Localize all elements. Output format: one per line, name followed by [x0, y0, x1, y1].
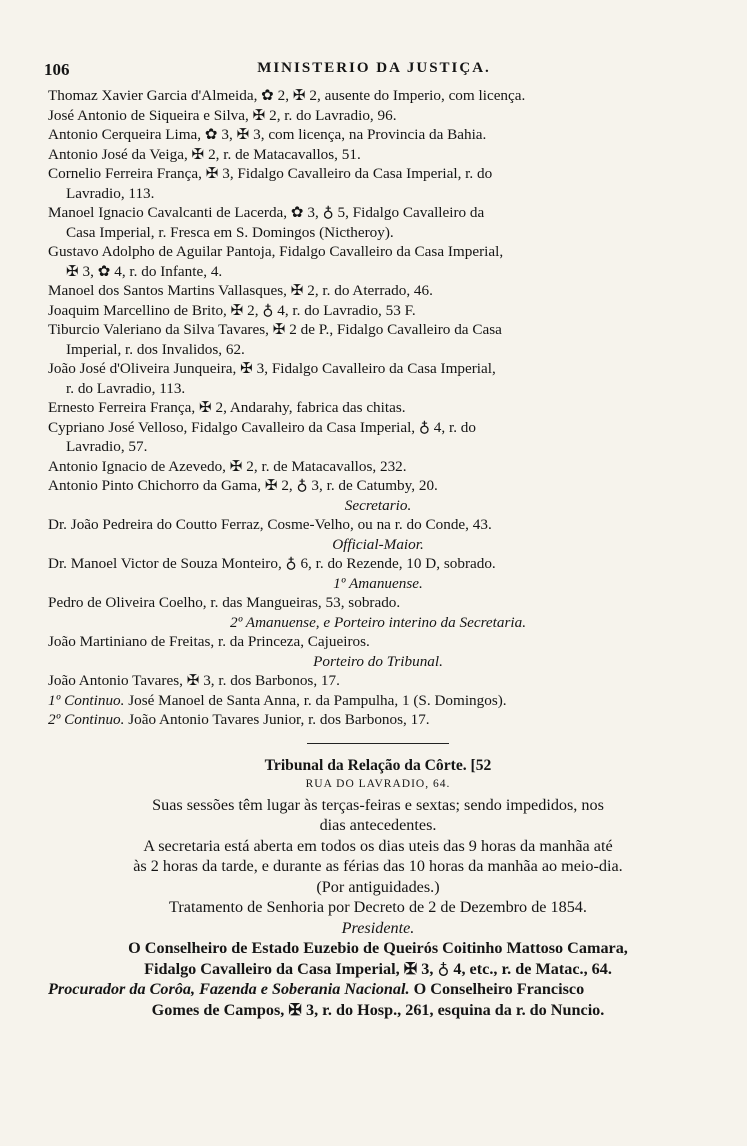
tribunal-sessions: Suas sessões têm lugar às terças-feiras e sextas; sendo impedidos, nos [152, 795, 604, 814]
continuo-2-label: 2º Continuo. [48, 711, 125, 728]
official-maior-entry: Dr. Manoel Victor de Souza Monteiro, ♁ 6, r. do Rezende, 10 D, sobrado. [48, 555, 496, 572]
list-item-continuation: Lavradio, 113. [66, 184, 155, 202]
presidente-entry: O Conselheiro de Estado Euzebio de Queirós Coitinho Mattoso Camara, [128, 939, 628, 957]
presidente-entry-continuation: Fidalgo Cavalleiro da Casa Imperial, ✠ 3, ♁ 4, etc., r. de Matac., 64. [144, 959, 612, 978]
continuo-1-entry [48, 691, 708, 711]
tribunal-secretariat-hours: A secretaria está aberta em todos os dias uteis das 9 horas da manhãa até [143, 836, 613, 855]
section-divider [307, 743, 449, 744]
list-item-continuation: Imperial, r. dos Invalidos, 62. [66, 340, 245, 358]
list-item: José Antonio de Siqueira e Silva, ✠ 2, r. do Lavradio, 96. [48, 106, 397, 124]
section-heading-secretario: Secretario. [344, 496, 412, 514]
list-item-continuation: r. do Lavradio, 113. [66, 379, 186, 397]
section-heading-presidente: Presidente. [341, 918, 415, 937]
tribunal-secretariat-hours-continuation: às 2 horas da tarde, e durante as férias das 10 horas da manhãa ao meio-dia. [133, 857, 623, 875]
tribunal-address: RUA DO LAVRADIO, 64. [305, 778, 451, 790]
section-heading-amanuense-2: 2º Amanuense, e Porteiro interino da Secretaria. [229, 613, 527, 631]
tratamento-note: Tratamento de Senhoria por Decreto de 2 de Dezembro de 1854. [169, 898, 587, 916]
section-heading-official-maior: Official-Maior. [332, 535, 424, 553]
list-item: Joaquim Marcellino de Brito, ✠ 2, ♁ 4, r. do Lavradio, 53 F. [48, 301, 416, 319]
list-item-continuation: Casa Imperial, r. Fresca em S. Domingos (Nictheroy). [66, 223, 394, 241]
porteiro-entry: João Antonio Tavares, ✠ 3, r. dos Barbonos, 17. [48, 672, 340, 689]
continuo-2-entry [48, 710, 708, 730]
running-title: MINISTERIO DA JUSTIÇA. [257, 60, 491, 76]
members-list [48, 86, 708, 496]
section-heading-amanuense-1: 1º Amanuense. [333, 574, 423, 592]
procurador-entry-continuation: Gomes de Campos, ✠ 3, r. do Hosp., 261, esquina da r. do Nuncio. [151, 1000, 605, 1019]
procurador-entry [48, 979, 708, 1000]
antiguidades-note: (Por antiguidades.) [316, 877, 440, 896]
continuo-2-text: João Antonio Tavares Junior, r. dos Barbonos, 17. [128, 711, 430, 728]
section-heading-porteiro: Porteiro do Tribunal. [313, 652, 443, 670]
list-item: Manoel dos Santos Martins Vallasques, ✠ 2, r. do Aterrado, 46. [48, 282, 433, 299]
amanuense-1-entry: Pedro de Oliveira Coelho, r. das Mangueiras, 53, sobrado. [48, 594, 401, 611]
page-number: 106 [44, 60, 70, 79]
list-item: Antonio Ignacio de Azevedo, ✠ 2, r. de Matacavallos, 232. [48, 457, 407, 475]
procurador-label: Procurador da Corôa, Fazenda e Soberania Nacional. [48, 980, 410, 998]
continuo-1-label: 1º Continuo. [48, 691, 125, 709]
list-item-continuation: Lavradio, 57. [66, 438, 148, 455]
list-item: Antonio José da Veiga, ✠ 2, r. de Matacavallos, 51. [48, 145, 361, 163]
tribunal-sessions-continuation: dias antecedentes. [319, 816, 437, 834]
list-item: Cornelio Ferreira França, ✠ 3, Fidalgo Cavalleiro da Casa Imperial, r. do [48, 165, 493, 182]
list-item: João José d'Oliveira Junqueira, ✠ 3, Fidalgo Cavalleiro da Casa Imperial, [48, 360, 496, 377]
procurador-text: O Conselheiro Francisco [409, 980, 585, 998]
page-header [44, 60, 704, 84]
page-body [48, 86, 708, 1020]
amanuense-2-entry: João Martiniano de Freitas, r. da Princeza, Cajueiros. [48, 633, 370, 650]
list-item: Antonio Pinto Chichorro da Gama, ✠ 2, ♁ 3, r. de Catumby, 20. [48, 477, 438, 494]
list-item: Cypriano José Velloso, Fidalgo Cavalleiro da Casa Imperial, ♁ 4, r. do [48, 418, 476, 436]
tribunal-title: Tribunal da Relação da Côrte. [52 [264, 756, 492, 774]
continuo-1-text: José Manoel de Santa Anna, r. da Pampulha, 1 (S. Domingos). [128, 691, 507, 709]
list-item-continuation: ✠ 3, ✿ 4, r. do Infante, 4. [66, 262, 223, 280]
list-item: Gustavo Adolpho de Aguilar Pantoja, Fidalgo Cavalleiro da Casa Imperial, [48, 243, 504, 260]
secretario-entry: Dr. João Pedreira do Coutto Ferraz, Cosme-Velho, ou na r. do Conde, 43. [48, 516, 492, 533]
list-item: Thomaz Xavier Garcia d'Almeida, ✿ 2, ✠ 2, ausente do Imperio, com licença. [48, 87, 526, 104]
list-item: Manoel Ignacio Cavalcanti de Lacerda, ✿ 3, ♁ 5, Fidalgo Cavalleiro da [48, 204, 485, 221]
list-item: Tiburcio Valeriano da Silva Tavares, ✠ 2 de P., Fidalgo Cavalleiro da Casa [48, 321, 502, 338]
list-item: Antonio Cerqueira Lima, ✿ 3, ✠ 3, com licença, na Provincia da Bahia. [48, 126, 487, 143]
list-item: Ernesto Ferreira França, ✠ 2, Andarahy, fabrica das chitas. [48, 399, 406, 416]
